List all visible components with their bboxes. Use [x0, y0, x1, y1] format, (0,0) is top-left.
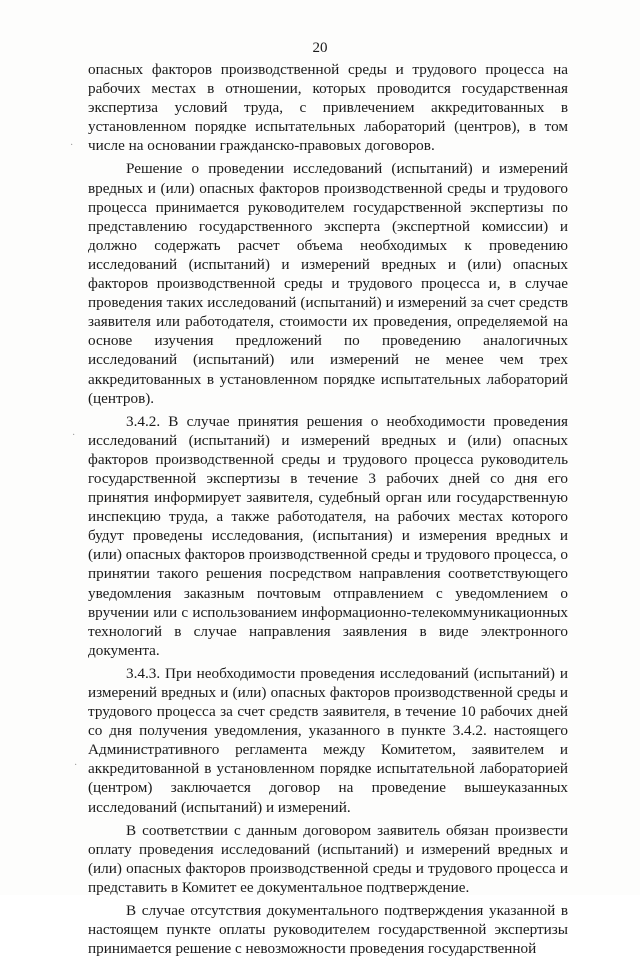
- page-number: 20: [312, 40, 328, 56]
- paragraph-decision: Решение о проведении исследований (испытаний) и измерений вредных и (или) опасных факторов производственной среды и трудового процесса принимается руководителем государственной экспертизы по представлению государственного эксперта (экспертной комиссии) и должно содержать расчет объема необходимых к проведению исследований (испытаний) и измерений вредных и (или) опасных факторов производственной среды и трудового процесса и, в случае проведения таких исследований (испытаний) и измерений за счет средств заявителя или работодателя, стоимости их проведения, определяемой на основе изучения предложений по проведению аналогичных исследований (испытаний) или измерений не менее чем трех аккредитованных в установленном порядке испытательных лабораторий (центров).: [88, 160, 568, 407]
- paragraph-no-confirmation: В случае отсутствия документального подтверждения указанной в настоящем пункте оплаты руководителем государственной экспертизы принимается решение с невозможности проведения государственной: [88, 902, 568, 958]
- paragraph-3-4-3: 3.4.3. При необходимости проведения исследований (испытаний) и измерений вредных и (или) опасных факторов производственной среды и трудового процесса за счет средств заявителя, в течение 10 рабочих дней со дня получения уведомления, указанного в пункте 3.4.2. настоящего Административного регламента между Комитетом, заявителем и аккредитованной в установленном порядке испытательной лабораторией (центром) заключается договор на проведение вышеуказанных исследований (испытаний) и измерений.: [88, 664, 568, 816]
- margin-mark: ·: [74, 760, 78, 771]
- paragraph-continuation: опасных факторов производственной среды и трудового процесса на рабочих местах в отношении, которых проводится государственная экспертиза условий труда, с привлечением аккредитованных в установленном порядке испытательных лабораторий (центров), в том числе на основании гражданско-правовых договоров.: [88, 61, 568, 155]
- margin-mark: ·: [72, 430, 76, 441]
- paragraph-3-4-2: 3.4.2. В случае принятия решения о необходимости проведения исследований (испытаний) и измерений вредных и (или) опасных факторов производственной среды и трудового процесса руководитель государственной экспертизы в течение 3 рабочих дней со дня его принятия информирует заявителя, судебный орган или государственную инспекцию труда, а также работодателя, на рабочих местах которого будут проведены исследования, (испытания) и измерения вредных и (или) опасных факторов производственной среды и трудового процесса, о принятии такого решения посредством направления соответствующего уведомления заказным почтовым отправлением с уведомлением о вручении или с использованием информационно-телекоммуникационных технологий в случае направления заявления в виде электронного документа.: [88, 412, 568, 659]
- paragraph-payment: В соответствии с данным договором заявитель обязан произвести оплату проведения исследований (испытаний) и измерений вредных и (или) опасных факторов производственной среды и трудового процесса и представить в Комитет ее документальное подтверждение.: [88, 821, 568, 896]
- margin-mark: ·: [70, 140, 74, 151]
- document-body: [88, 60, 568, 962]
